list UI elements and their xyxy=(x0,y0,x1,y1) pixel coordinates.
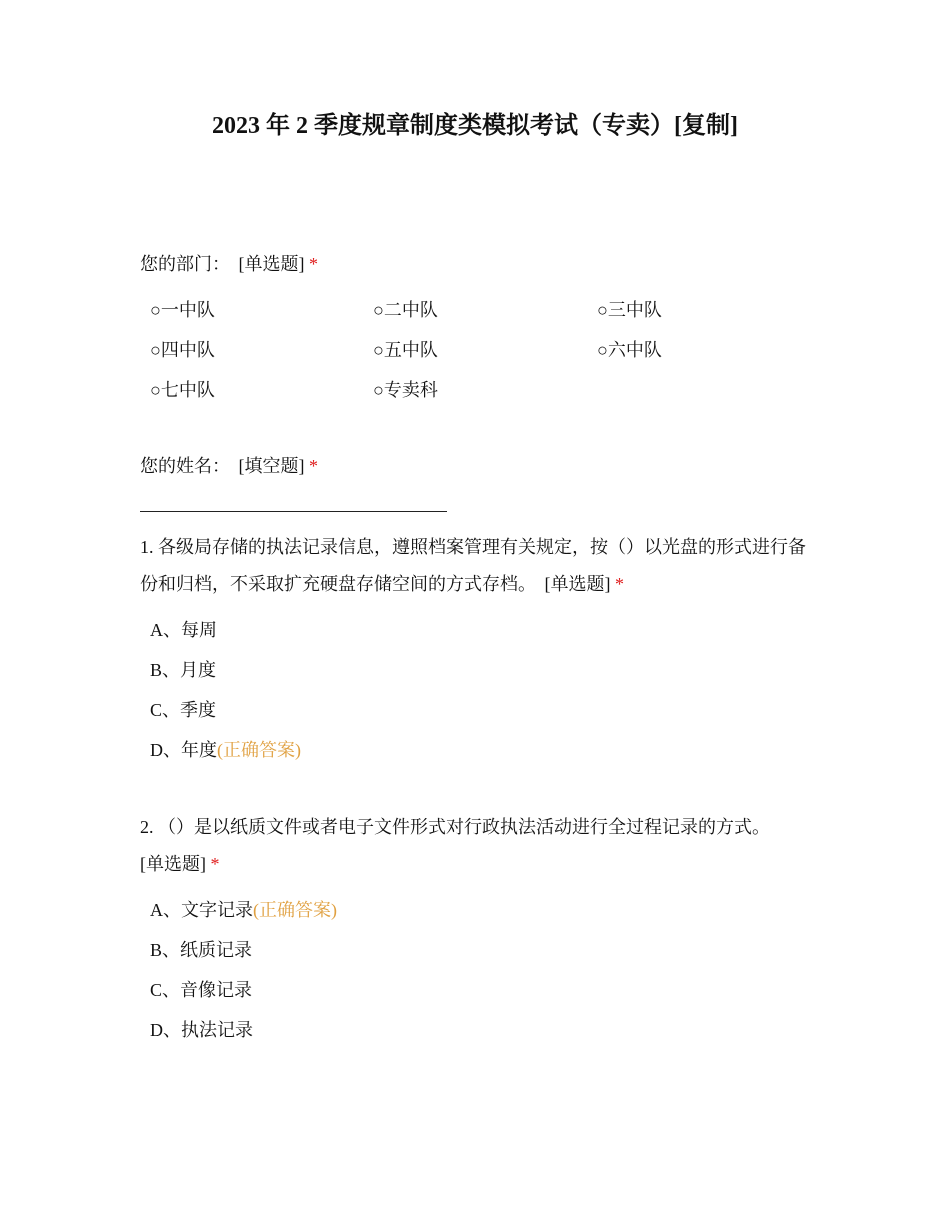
name-label: 您的姓名： xyxy=(140,456,230,476)
department-option[interactable]: ○七中队 xyxy=(150,380,215,400)
question-2-option-d[interactable]: D、执法记录 xyxy=(150,1020,253,1040)
name-type: [填空题] xyxy=(238,456,305,476)
option-text: D、年度 xyxy=(150,740,217,760)
department-label: 您的部门： xyxy=(140,254,230,274)
correct-answer-mark: (正确答案) xyxy=(253,900,337,920)
question-1-option-a[interactable]: A、每周 xyxy=(150,620,217,640)
question-1-option-c[interactable]: C、季度 xyxy=(150,700,217,720)
required-star: * xyxy=(309,456,318,476)
option-text: A、文字记录 xyxy=(150,900,253,920)
question-1-option-d[interactable] xyxy=(150,738,301,762)
department-option[interactable]: ○五中队 xyxy=(373,340,438,360)
question-2-option-b[interactable]: B、纸质记录 xyxy=(150,940,253,960)
required-star: * xyxy=(615,574,624,594)
question-2-option-a[interactable] xyxy=(150,898,337,922)
department-question xyxy=(140,250,318,278)
question-1-type: [单选题] xyxy=(544,574,611,594)
department-option[interactable]: ○三中队 xyxy=(597,300,662,320)
page-title: 2023 年 2 季度规章制度类模拟考试（专卖）[复制] xyxy=(212,113,738,139)
department-option[interactable]: ○二中队 xyxy=(373,300,438,320)
question-1-option-b[interactable]: B、月度 xyxy=(150,660,217,680)
department-option[interactable]: ○一中队 xyxy=(150,300,215,320)
question-1-text: 1. 各级局存储的执法记录信息，遵照档案管理有关规定，按（）以光盘的形式进行备份和归档，不采取扩充硬盘存储空间的方式存档。 xyxy=(140,537,806,594)
department-option[interactable]: ○专卖科 xyxy=(373,380,438,400)
department-type: [单选题] xyxy=(238,254,305,274)
question-2-option-c[interactable]: C、音像记录 xyxy=(150,980,253,1000)
department-option[interactable]: ○四中队 xyxy=(150,340,215,360)
department-option[interactable]: ○六中队 xyxy=(597,340,662,360)
question-2-type: [单选题] xyxy=(140,854,206,874)
question-2 xyxy=(140,809,820,883)
required-star: * xyxy=(309,254,318,274)
correct-answer-mark: (正确答案) xyxy=(217,740,301,760)
required-star: * xyxy=(210,854,220,874)
question-1 xyxy=(140,529,820,603)
question-2-text: 2. （）是以纸质文件或者电子文件形式对行政执法活动进行全过程记录的方式。 xyxy=(140,817,770,837)
name-question xyxy=(140,452,318,480)
name-fill-line[interactable] xyxy=(140,511,447,512)
